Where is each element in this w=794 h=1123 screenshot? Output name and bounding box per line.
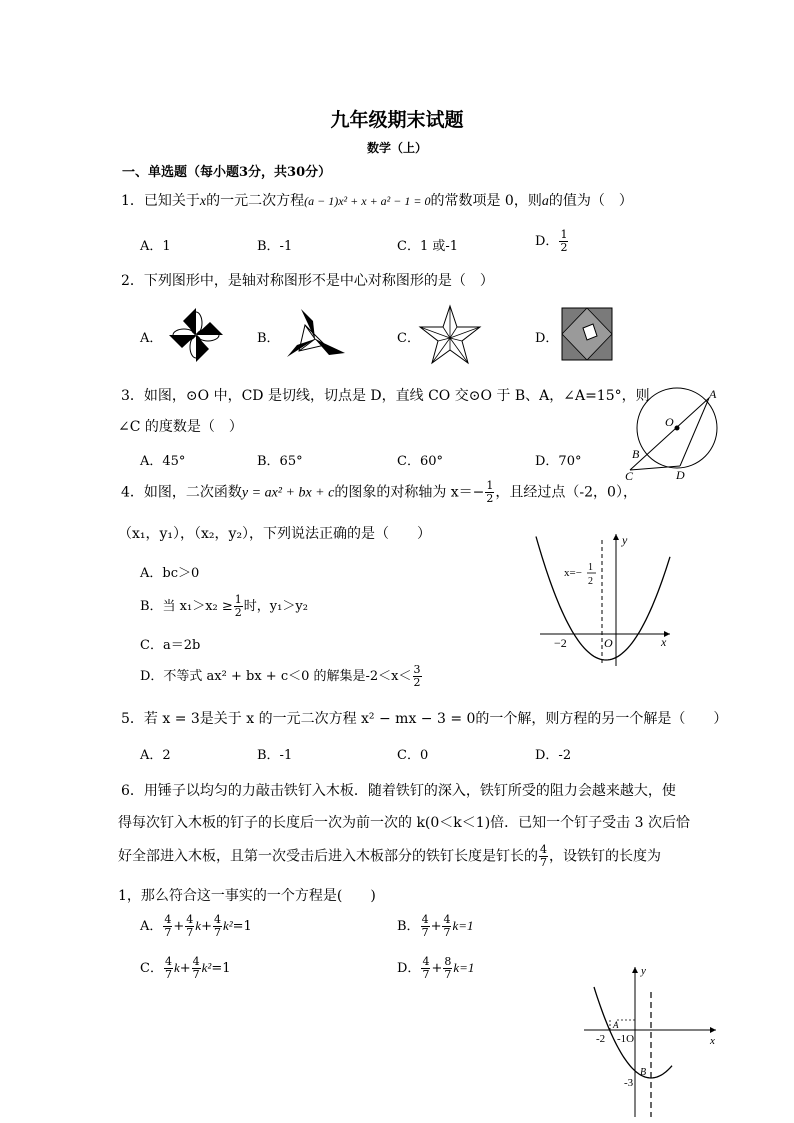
q1-option-c[interactable]: C．1 或-1 bbox=[397, 239, 459, 254]
q3-option-b[interactable]: B．65° bbox=[257, 454, 303, 469]
page-subtitle: 数学（上） bbox=[366, 141, 427, 155]
q2-option-d[interactable]: D． bbox=[535, 331, 559, 346]
q2-option-c[interactable]: C． bbox=[397, 331, 420, 346]
svg-text:-2: -2 bbox=[596, 1033, 606, 1045]
q5-option-c[interactable]: C．0 bbox=[397, 748, 429, 763]
svg-text:B: B bbox=[640, 1067, 647, 1078]
svg-text:x: x bbox=[710, 1035, 715, 1047]
svg-text:−2: −2 bbox=[554, 636, 567, 650]
q4-option-a[interactable]: A．bc＞0 bbox=[140, 566, 200, 581]
svg-text:x: x bbox=[661, 635, 667, 649]
svg-text:2: 2 bbox=[588, 576, 593, 587]
q6-option-b[interactable]: B． $\frac{4}{7}$ + $\frac{4}{7}$ k=1 bbox=[397, 913, 474, 939]
q4-option-d[interactable]: D．不等式 ax² + bx + c＜0 的解集是-2＜x＜ $\frac{3}{2}$ bbox=[140, 663, 421, 689]
svg-text:y: y bbox=[622, 533, 628, 547]
question-3-line1: 3．如图，⊙O 中，CD 是切线，切点是 D，直线 CO 交⊙O 于 B、A，∠A=15°，则 bbox=[121, 388, 650, 404]
square-figure bbox=[561, 306, 613, 362]
question-1-stem: 1．已知关于x的一元二次方程(a − 1)x² + x + a² − 1 = 0的常数项是 0，则a的值为（ ） bbox=[121, 193, 633, 209]
q2-option-a[interactable]: A． bbox=[140, 331, 163, 346]
question-6-line2: 得每次钉入木板的钉子的长度后一次为前一次的 k(0＜k＜1)倍．已知一个钉子受击 3 次后恰 bbox=[118, 815, 690, 831]
q6-option-c[interactable]: C． $\frac{4}{7}$ k+ $\frac{4}{7}$ k²=1 bbox=[140, 955, 231, 981]
section-heading: 一、单选题（每小题3分，共30分） bbox=[122, 165, 332, 180]
q1-option-d[interactable]: D． $\frac{1}{2}$ bbox=[535, 228, 568, 254]
q2-option-b[interactable]: B． bbox=[257, 331, 280, 346]
star-figure bbox=[418, 304, 482, 366]
q6-option-d[interactable]: D． $\frac{4}{7}$ + $\frac{8}{7}$ k=1 bbox=[397, 955, 475, 981]
question-6-line4: 1，那么符合这一事实的一个方程是( ) bbox=[118, 888, 376, 904]
q3-option-a[interactable]: A．45° bbox=[140, 454, 186, 469]
svg-text:O: O bbox=[665, 415, 674, 429]
svg-text:-3: -3 bbox=[624, 1077, 634, 1089]
q6-option-a[interactable]: A． $\frac{4}{7}$ + $\frac{4}{7}$ k+ $\frac{4}{7}$ k²=1 bbox=[140, 913, 252, 939]
question-6-line1: 6．用锤子以均匀的力敲击铁钉入木板．随着铁钉的深入，铁钉所受的阻力会越来越大，使 bbox=[121, 783, 676, 799]
svg-text:D: D bbox=[676, 468, 685, 482]
question-3-line2: ∠C 的度数是（ ） bbox=[118, 419, 243, 435]
q3-option-c[interactable]: C．60° bbox=[397, 454, 443, 469]
parabola-graph-bottom bbox=[580, 962, 720, 1120]
q4-option-b[interactable]: B．当 x₁＞x₂ ≥ $\frac{1}{2}$ 时，y₁＞y₂ bbox=[140, 593, 308, 619]
page-title: 九年级期末试题 bbox=[330, 109, 464, 131]
q3-option-d[interactable]: D．70° bbox=[535, 454, 582, 469]
q5-option-a[interactable]: A．2 bbox=[140, 748, 171, 763]
svg-text:B: B bbox=[632, 447, 640, 461]
svg-text:x=−: x=− bbox=[564, 567, 582, 579]
svg-text:-1O: -1O bbox=[617, 1033, 635, 1045]
q5-option-b[interactable]: B．-1 bbox=[257, 748, 293, 763]
question-4-line2: （x₁，y₁），（x₂，y₂），下列说法正确的是（ ） bbox=[118, 526, 432, 542]
question-6-line3: 好全部进入木板，且第一次受击后进入木板部分的铁钉长度是钉长的 $\frac{4}{7}$ ，设铁钉的长度为 bbox=[118, 843, 661, 869]
question-4-line1: 4．如图，二次函数y = ax² + bx + c的图象的对称轴为 x＝− $\frac{1}{2}$ ，且经过点（-2，0）， bbox=[121, 479, 637, 505]
circle-tangent-figure bbox=[620, 380, 730, 485]
svg-text:1: 1 bbox=[588, 562, 593, 573]
svg-text:y: y bbox=[641, 965, 646, 977]
question-5-stem: 5．若 x = 3是关于 x 的一元二次方程 x² − mx − 3 = 0的一个解，则方程的另一个解是（ ） bbox=[121, 711, 728, 727]
q5-option-d[interactable]: D．-2 bbox=[535, 748, 572, 763]
pinwheel-figure bbox=[165, 305, 227, 365]
parabola-graph-q4 bbox=[530, 530, 675, 670]
q1-option-b[interactable]: B．-1 bbox=[257, 239, 293, 254]
q4-option-c[interactable]: C．a＝2b bbox=[140, 638, 201, 653]
svg-text:A: A bbox=[709, 387, 717, 401]
svg-text:A: A bbox=[613, 1020, 619, 1030]
q1-option-a[interactable]: A．1 bbox=[140, 239, 171, 254]
svg-text:C: C bbox=[625, 469, 634, 483]
svg-text:O: O bbox=[604, 636, 613, 650]
three-blade-figure bbox=[283, 305, 347, 365]
question-2-stem: 2．下列图形中，是轴对称图形不是中心对称图形的是（ ） bbox=[121, 273, 494, 289]
